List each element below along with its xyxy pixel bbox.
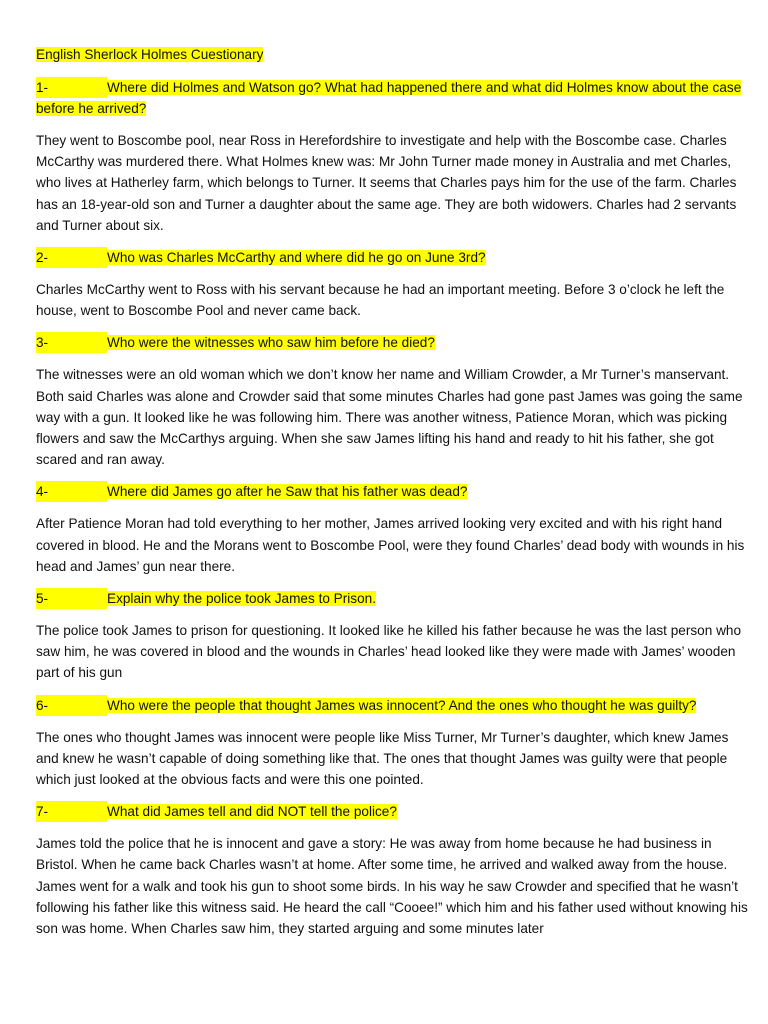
- question-7: [36, 801, 748, 822]
- question-number: 2-: [36, 247, 107, 268]
- question-6: [36, 695, 748, 716]
- question-number: 4-: [36, 481, 107, 502]
- question-2: [36, 247, 748, 268]
- question-4: [36, 481, 748, 502]
- answer-3: The witnesses were an old woman which we don’t know her name and William Crowder, a Mr Turner’s manservant. Both said Charles was alone and Crowder said that some minutes Charles had gone past James was going the same way with a gun. It looked like he was following him. There was another witness, Patience Moran, which was picking flowers and saw the McCarthys arguing. When she saw James lifting his hand and ready to hit his father, she got scared and ran away.: [36, 367, 743, 468]
- question-5: [36, 588, 748, 609]
- answer-6: The ones who thought James was innocent were people like Miss Turner, Mr Turner’s daughter, which knew James and knew he wasn’t capable of doing something like that. The ones that thought James was guilty were that people which just looked at the obvious facts and were this one pointed.: [36, 729, 729, 788]
- answer-7: James told the police that he is innocent and gave a story: He was away from home because he had business in Bristol. When he came back Charles wasn’t at home. After some time, he arrived and walked away from the house. James went for a walk and took his gun to shoot some birds. In his way he saw Crowder and specified that he wasn’t following his father like this witness said. He heard the call “Cooee!” which him and his father used without knowing his son was home. When Charles saw him, they started arguing and some minutes later: [36, 836, 748, 937]
- question-text: Where did Holmes and Watson go? What had happened there and what did Holmes know about the case before he arrived?: [36, 80, 742, 116]
- question-number: 5-: [36, 588, 107, 609]
- question-1: [36, 77, 748, 119]
- document-page: [36, 44, 748, 950]
- question-text: Explain why the police took James to Prison.: [107, 591, 376, 607]
- question-number: 3-: [36, 332, 107, 353]
- question-number: 7-: [36, 801, 107, 822]
- question-3: [36, 332, 748, 353]
- document-title: English Sherlock Holmes Cuestionary: [36, 47, 264, 62]
- question-text: Where did James go after he Saw that his father was dead?: [107, 484, 468, 500]
- question-text: Who was Charles McCarthy and where did he go on June 3rd?: [107, 250, 486, 266]
- answer-1: They went to Boscombe pool, near Ross in Herefordshire to investigate and help with the Boscombe case. Charles McCarthy was murdered there. What Holmes knew was: Mr John Turner made money in Australia and met Charles, who lives at Hatherley farm, which belongs to Turner. It seems that Charles pays him for the use of the farm. Charles has an 18-year-old son and Turner a daughter about the same age. They are both widowers. Charles had 2 servants and Turner about six.: [36, 133, 737, 233]
- question-number: 6-: [36, 695, 107, 716]
- document-title-line: [36, 44, 748, 65]
- question-text: What did James tell and did NOT tell the police?: [107, 804, 397, 820]
- question-text: Who were the people that thought James was innocent? And the ones who thought he was guilty?: [107, 697, 697, 713]
- answer-2: Charles McCarthy went to Ross with his servant because he had an important meeting. Before 3 o’clock he left the house, went to Boscombe Pool and never came back.: [36, 282, 725, 319]
- question-number: 1-: [36, 77, 107, 98]
- answer-5: The police took James to prison for questioning. It looked like he killed his father because he was the last person who saw him, he was covered in blood and the wounds in Charles’ head looked like they were made with James’ wooden part of his gun: [36, 623, 742, 681]
- answer-4: After Patience Moran had told everything to her mother, James arrived looking very excited and with his right hand covered in blood. He and the Morans went to Boscombe Pool, were they found Charles’ dead body with wounds in his head and James’ gun near there.: [36, 516, 745, 574]
- question-text: Who were the witnesses who saw him before he died?: [107, 335, 435, 351]
